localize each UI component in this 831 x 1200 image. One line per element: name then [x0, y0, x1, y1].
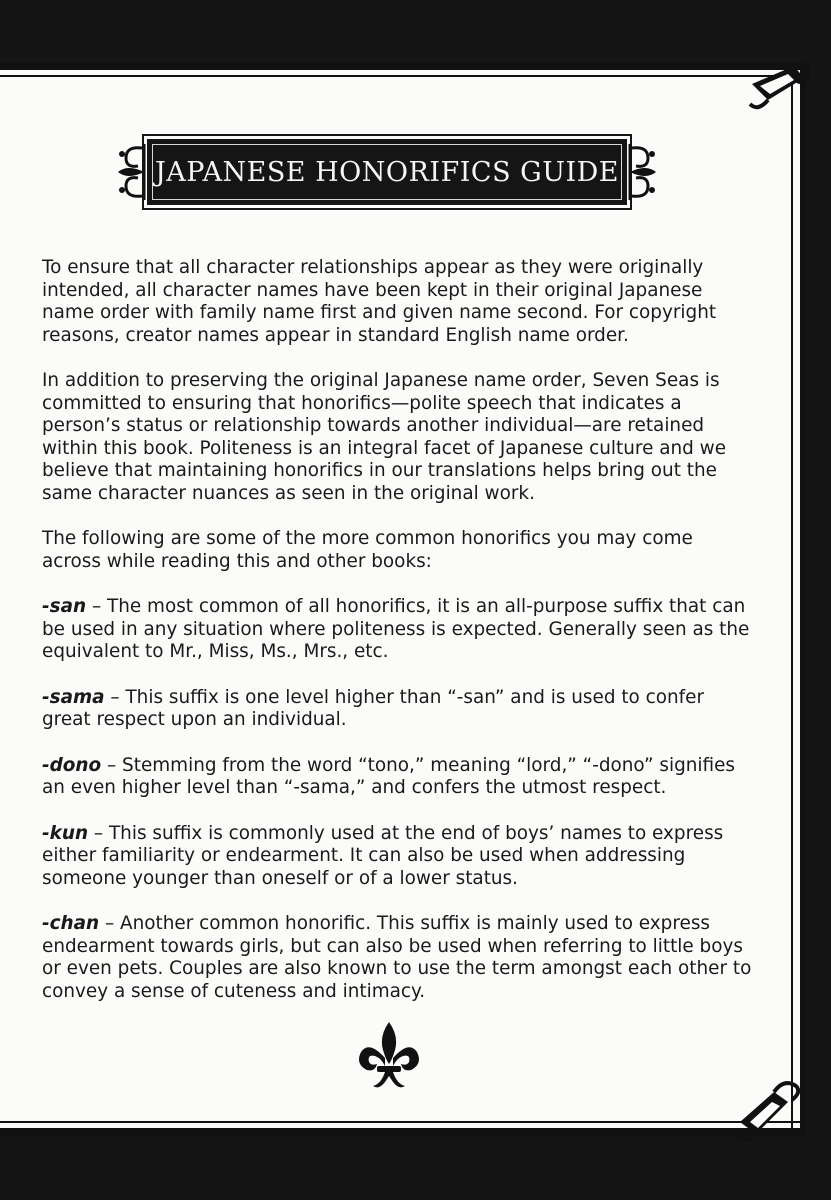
fleur-de-lis-icon — [355, 1020, 423, 1092]
title-banner — [147, 139, 627, 205]
intro-paragraph: In addition to preserving the original Japanese name order, Seven Seas is committed to ensuring that honorifics—polite speech that indicates a person’s status or relationship towards another individual—are retained within this book. Politeness is an integral facet of Japanese culture and we believe that maintaining honorifics in our translations helps bring out the same character nuances as seen in the original work. — [42, 370, 727, 504]
honorific-entry-san — [42, 596, 754, 664]
honorific-term: -sama — [42, 686, 105, 708]
honorific-term: -san — [42, 596, 87, 617]
title-ornament-right-icon — [622, 140, 660, 204]
honorific-entry-sama — [42, 687, 754, 732]
intro-paragraph: The following are some of the more common honorifics you may come across while reading this and other books: — [42, 528, 693, 572]
honorific-term: -dono — [42, 754, 102, 776]
honorific-entry-kun — [42, 823, 754, 891]
honorific-description: – The most common of all honorifics, it is an all-purpose suffix that can be used in any situation where politeness is expected. Generally seen as the equivalent to Mr., Miss, Ms., Mrs., etc. — [42, 596, 750, 662]
scroll-ornament-bottom-icon — [730, 1072, 810, 1146]
honorific-entry-chan — [42, 913, 754, 1003]
intro-paragraph: To ensure that all character relationships appear as they were originally intended, all character names have been kept in their original Japanese name order with family name first and given name second. For copyright reasons, creator names appear in standard English name order. — [42, 257, 717, 346]
guide-body — [42, 257, 754, 1026]
honorific-description: – Another common honorific. This suffix is mainly used to express endearment towards girls, but can also be used when referring to little boys or even pets. Couples are also known to use the term amongst each other to convey a sense of cuteness and intimacy. — [42, 913, 752, 1002]
honorific-entry-dono — [42, 755, 754, 800]
honorific-description: – This suffix is commonly used at the end of boys’ names to express either familiarity or endearment. It can also be used when addressing someone younger than oneself or of a lower status. — [42, 822, 724, 889]
scroll-ornament-top-icon — [738, 56, 818, 126]
honorific-term: -kun — [42, 822, 89, 844]
page-title: JAPANESE HONORIFICS GUIDE — [154, 156, 620, 188]
honorific-description: – Stemming from the word “tono,” meaning “lord,” “-dono” signifies an even higher level than “-sama,” and confers the utmost respect. — [42, 754, 735, 798]
honorific-description: – This suffix is one level higher than “-san” and is used to confer great respect upon an individual. — [42, 686, 705, 730]
frame-inner-rule — [791, 70, 793, 1128]
honorific-term: -chan — [42, 913, 100, 934]
